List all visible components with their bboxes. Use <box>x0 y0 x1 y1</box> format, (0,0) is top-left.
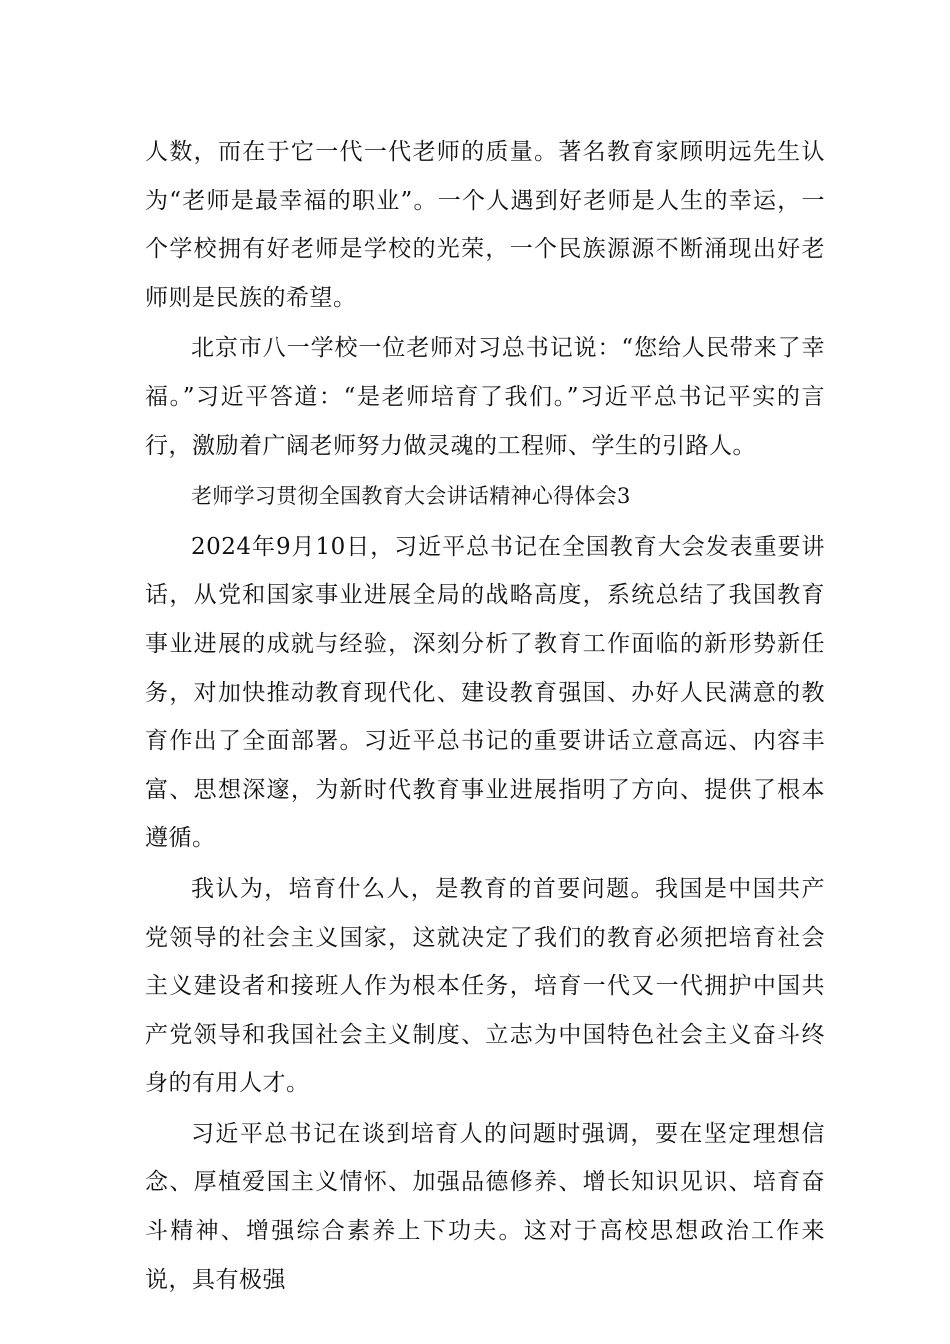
section-heading: 老师学习贯彻全国教育大会讲话精神心得体会3 <box>191 484 631 509</box>
paragraph-conference-speech: 2024年9月10日，习近平总书记在全国教育大会发表重要讲话，从党和国家事业进展全局的战略高度，系统总结了我国教育事业进展的成就与经验，深刻分析了教育工作面临的新形势新任务，对加快推动教育现代化、建设教育强国、办好人民满意的教育作出了全面部署。习近平总书记的重要讲话立意高远、内容丰富、思想深邃，为新时代教育事业进展指明了方向、提供了根本遵循。 <box>145 533 825 852</box>
document-body <box>145 128 825 1306</box>
paragraph-education-question: 我认为，培育什么人，是教育的首要问题。我国是中国共产党领导的社会主义国家，这就决定了我们的教育必须把培育社会主义建设者和接班人作为根本任务，培育一代又一代拥护中国共产党领导和我国社会主义制度、立志为中国特色社会主义奋斗终身的有用人才。 <box>145 875 825 1097</box>
paragraph-cultivation-emphasis: 习近平总书记在谈到培育人的问题时强调，要在坚定理想信念、厚植爱国主义情怀、加强品德修养、增长知识见识、培育奋斗精神、增强综合素养上下功夫。这对于高校思想政治工作来说，具有极强 <box>145 1120 825 1293</box>
paragraph-continuation: 人数，而在于它一代一代老师的质量。著名教育家顾明远先生认为“老师是最幸福的职业”。一个人遇到好老师是人生的幸运，一个学校拥有好老师是学校的光荣，一个民族源源不断涌现出好老师则是民族的希望。 <box>145 139 825 311</box>
paragraph-beijing-school: 北京市八一学校一位老师对习总书记说：“您给人民带来了幸福。”习近平答道：“是老师培育了我们。”习近平总书记平实的言行，激励着广阔老师努力做灵魂的工程师、学生的引路人。 <box>145 335 825 459</box>
